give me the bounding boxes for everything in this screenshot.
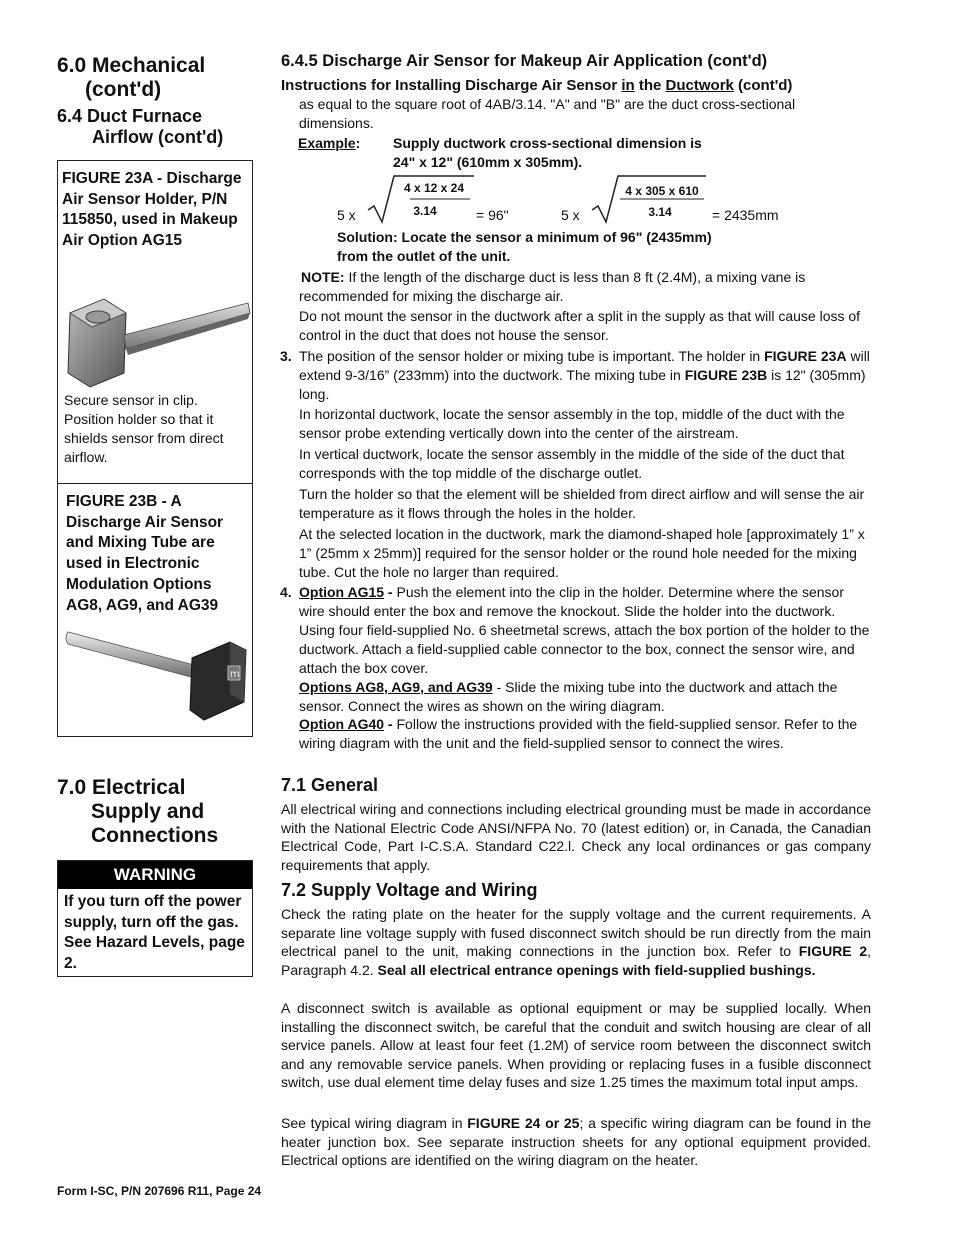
text-span: Push the element into the clip in the holder. Determine where the sensor wire should enter the box and remove the knockout. Slide the holder into the ductwork. Using four field-supplied No. 6 sheetmetal screws, attach the box portion of the holder to the ductwork. Attach a field-supplied cable connector to the box, connect the sensor wire, and attach the box cover. xyxy=(299,584,870,676)
sensor-holder-image xyxy=(64,291,252,391)
warning-title: WARNING xyxy=(58,861,252,889)
text-span: The position of the sensor holder or mixing tube is important. The holder in xyxy=(299,348,765,364)
figure-23a-box xyxy=(57,160,253,484)
item-3-paragraph-3: In vertical ductwork, locate the sensor assembly in the middle of the side of the duct that corresponds with the top middle of the discharge outlet. xyxy=(299,446,845,481)
calc1-denominator: 3.14 xyxy=(413,204,437,218)
item-3-number: 3. xyxy=(280,348,292,364)
note-paragraph-2: Do not mount the sensor in the ductwork after a split in the supply as that will cause loss of control in the duct that does not house the sensor. xyxy=(299,308,861,343)
figure-ref: FIGURE 23B xyxy=(684,367,768,383)
example-label-wrap xyxy=(298,134,360,153)
example-line-1: Supply ductwork cross-sectional dimension is xyxy=(393,135,702,151)
text-span: ; a specific wiring diagram can be found in the heater junction box. See separate instruction sheets for any optional equipment provided. Electrical options are identified on the wiring diagram on the heater. xyxy=(281,1115,871,1169)
solution-line-1: Solution: Locate the sensor a minimum of 96" (2435mm) xyxy=(337,229,712,245)
text-span: - xyxy=(384,716,397,732)
item-4-paragraph-1 xyxy=(299,583,871,678)
calc2-result: = 2435mm xyxy=(712,207,779,223)
text-span: Seal all electrical entrance openings with field-supplied bushings. xyxy=(377,961,816,978)
heading-electrical xyxy=(57,776,218,848)
svg-text:m: m xyxy=(230,669,240,680)
example-line-2: 24" x 12" (610mm x 305mm). xyxy=(393,154,583,170)
text-span: is 12" (305mm) long. xyxy=(299,367,866,402)
calc2-denominator: 3.14 xyxy=(648,205,672,219)
figure-ref: FIGURE 23A xyxy=(764,348,847,364)
heading-line: 6.0 Mechanical xyxy=(57,54,206,77)
text-span: , Paragraph 4.2. xyxy=(281,943,871,978)
item-4-paragraph-3 xyxy=(299,715,871,753)
figure-23a-caption: FIGURE 23A - Discharge Air Sensor Holder, P/N 115850, used in Makeup Air Option AG15 xyxy=(62,170,242,250)
note-label: NOTE: xyxy=(301,269,345,285)
text-span: the xyxy=(634,77,666,94)
paragraph-7-2-a xyxy=(281,905,871,979)
item-3-paragraph-5: At the selected location in the ductwork, mark the diamond-shaped hole [approximately 1” x 1” (25mm x 25mm)] required for the sensor holder or the round hole needed for the mixing tube. Cut the hole no larger than required. xyxy=(299,526,865,580)
section-title: 6.4.5 Discharge Air Sensor for Makeup Air Application (cont'd) xyxy=(281,52,768,70)
note-text: If the length of the discharge duct is less than 8 ft (2.4M), a mixing vane is recommended for mixing the discharge air. xyxy=(299,269,806,304)
warning-text: If you turn off the power supply, turn off the gas. See Hazard Levels, page 2. xyxy=(64,893,245,973)
item-3-paragraph-4: Turn the holder so that the element will be shielded from direct airflow and will sense the air temperature as it flows through the holes in the holder. xyxy=(299,486,865,521)
item-4-paragraph-2 xyxy=(299,678,871,716)
text-span: (cont'd) xyxy=(733,77,793,94)
paragraph-7-2-b: A disconnect switch is available as optional equipment or may be supplied locally. When installing the disconnect switch, be careful that the conduit and switch housing are clear of all service panels. Allow at least four feet (1.2M) of service room between the disconnect switch and any removable service panels. When providing or replacing fuses in a fusible disconnect switch, use dual element time delay fuses and size 1.25 times the maximum total input amps. xyxy=(281,1000,871,1091)
option-label: Options AG8, AG9, and AG39 xyxy=(299,679,493,695)
solution-line-2: from the outlet of the unit. xyxy=(337,248,511,264)
heading-line: (cont'd) xyxy=(85,78,162,101)
text-span: in xyxy=(621,77,635,94)
figure-23b-box xyxy=(57,483,253,737)
heading-line: 7.0 Electrical xyxy=(57,776,186,799)
heading-line: Supply and xyxy=(91,800,205,823)
option-label: Option AG15 xyxy=(299,584,385,600)
heading-line: 6.4 Duct Furnace xyxy=(57,106,203,126)
text-span: - xyxy=(384,584,397,600)
figure-ref: FIGURE 24 or 25 xyxy=(467,1115,580,1131)
note-paragraph xyxy=(299,268,871,306)
paragraph-7-2-c xyxy=(281,1114,871,1170)
mixing-tube-image xyxy=(62,622,248,726)
figure-23a-note: Secure sensor in clip. Position holder so that it shields sensor from direct airflow. xyxy=(64,392,224,465)
figure-23b-caption: FIGURE 23B - A Discharge Air Sensor and Mixing Tube are used in Electronic Modulation Options AG8, AG9, and AG39 xyxy=(66,493,224,614)
warning-box xyxy=(57,860,253,977)
option-label: Option AG40 xyxy=(299,716,385,732)
heading-7-1: 7.1 General xyxy=(281,775,379,795)
heading-line: Connections xyxy=(91,824,219,847)
page-footer: Form I-SC, P/N 207696 R11, Page 24 xyxy=(57,1184,262,1198)
text-span: Follow the instructions provided with the field-supplied sensor. Refer to the wiring diagram with the unit and the field-supplied sensor to connect the wires. xyxy=(299,716,858,751)
calc1-prefix: 5 x xyxy=(337,207,356,223)
text-span: : xyxy=(355,135,361,151)
paragraph-7-1: All electrical wiring and connections including electrical grounding must be made in accordance with the National Electric Code ANSI/NFPA No. 70 (latest edition) or, in Canada, the Canadian Electrical Code, Part I-C.S.A. Standard C22.l. Check any local ordinances or gas company requirements that apply. xyxy=(281,801,871,873)
calc1-result: = 96" xyxy=(476,207,509,223)
example-label: Example xyxy=(298,135,356,151)
figure-ref: FIGURE 2 xyxy=(798,943,868,960)
calc2-numerator: 4 x 305 x 610 xyxy=(625,184,699,198)
heading-7-2: 7.2 Supply Voltage and Wiring xyxy=(281,880,538,900)
text-span: Check the rating plate on the heater for the supply voltage and the current requirements. A separate line voltage supply with fused disconnect switch should be run directly from the main electrical panel to the unit, making connections in the junction box. Refer to xyxy=(281,906,871,960)
instructions-heading xyxy=(281,76,881,95)
heading-mechanical xyxy=(57,54,205,102)
calc2-prefix: 5 x xyxy=(561,207,580,223)
text-span: will extend 9-3/16” (233mm) into the ductwork. The mixing tube in xyxy=(299,348,870,383)
calc1-numerator: 4 x 12 x 24 xyxy=(403,181,465,195)
text-span: See typical wiring diagram in xyxy=(281,1115,468,1131)
intro-text: as equal to the square root of 4AB/3.14. "A" and "B" are the duct cross-sectional dimensions. xyxy=(299,96,796,131)
item-4-number: 4. xyxy=(280,584,292,600)
text-span: - Slide the mixing tube into the ductwork and attach the sensor. Connect the wires as shown on the wiring diagram. xyxy=(299,679,838,714)
text-span: Instructions for Installing Discharge Air Sensor xyxy=(281,77,622,94)
item-3-paragraph-2: In horizontal ductwork, locate the sensor assembly in the top, middle of the duct with the sensor probe extending vertically down into the center of the airstream. xyxy=(299,406,845,441)
text-span: Ductwork xyxy=(665,77,734,94)
heading-duct-furnace xyxy=(57,106,223,148)
item-3-paragraph-1 xyxy=(299,347,871,404)
heading-line: Airflow (cont'd) xyxy=(92,127,224,147)
